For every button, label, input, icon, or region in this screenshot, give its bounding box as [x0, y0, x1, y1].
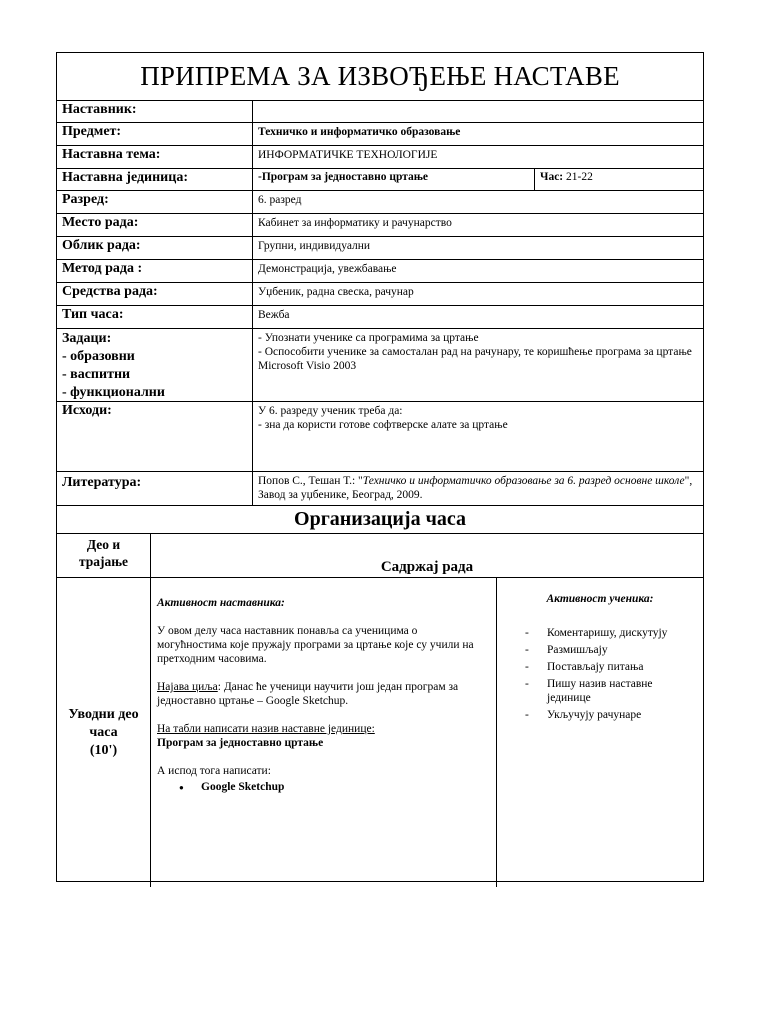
field-row-unit: [57, 169, 703, 191]
part-line: часа: [89, 724, 118, 740]
content-header: Садржај рада: [380, 559, 474, 575]
list-item: - Пишу назив наставне јединице: [525, 677, 695, 705]
field-label: Средства рада:: [57, 283, 253, 305]
field-value: Вежба: [258, 309, 290, 321]
field-row-topic: [57, 146, 703, 169]
list-item: - Постављају питања: [525, 660, 695, 674]
field-value: -Програм за једноставно цртање: [253, 169, 535, 190]
field-value: Техничко и информатичко образовање: [258, 126, 461, 138]
field-label: Тип часа:: [57, 306, 253, 328]
field-label: Наставник:: [57, 101, 253, 122]
header-line: Део и: [86, 537, 121, 552]
lesson-plan-table: [56, 52, 704, 882]
field-value: Демонстрација, увежбавање: [258, 263, 397, 275]
lesson-number-value: 21-22: [563, 171, 593, 183]
tasks-label: Задаци:: [62, 331, 112, 346]
board-instruction: На табли написати назив наставне јединице:: [157, 723, 375, 735]
board-bullet-list: [157, 780, 490, 794]
organization-header: [57, 534, 703, 578]
literature-author: Попов С., Тешан Т.: ": [258, 475, 363, 487]
field-row-teacher: [57, 101, 703, 123]
field-value: 6. разред: [258, 194, 302, 206]
field-label: Место рада:: [57, 214, 253, 236]
board-title: Програм за једноставно цртање: [157, 737, 324, 749]
field-label: Облик рада:: [57, 237, 253, 259]
tasks-labels: [57, 329, 253, 401]
field-row-literature: [57, 472, 703, 506]
field-row-form: [57, 237, 703, 260]
field-value: Уџбеник, радна свеска, рачунар: [258, 286, 414, 298]
field-row-method: [57, 260, 703, 283]
goal-text: : Данас ће ученици научити још један програм за једноставно цртање – Google Sketchup.: [157, 681, 459, 707]
list-item: - Укључују рачунаре: [525, 708, 695, 722]
task-line: - Упознати ученике са програмима за цртање: [258, 332, 479, 344]
field-label: Метод рада :: [57, 260, 253, 282]
intro-part-label: [57, 578, 151, 887]
list-item: - Коментаришу, дискутују: [525, 626, 695, 640]
student-activity: [497, 578, 703, 887]
field-row-type: [57, 306, 703, 329]
outcome-line: У 6. разреду ученик треба да:: [258, 405, 403, 417]
field-value: Групни, индивидуални: [258, 240, 371, 252]
field-value: ИНФОРМАТИЧКЕ ТЕХНОЛОГИЈЕ: [258, 149, 438, 161]
list-item: - Размишљају: [525, 643, 695, 657]
literature-value: [253, 472, 703, 505]
lesson-number-label: Час:: [540, 171, 564, 183]
document-title: ПРИПРЕМА ЗА ИЗВОЂЕЊЕ НАСТАВЕ: [57, 53, 703, 101]
field-label: Разред:: [57, 191, 253, 213]
field-row-place: [57, 214, 703, 237]
intro-part-row: [57, 578, 703, 887]
below-instruction: А испод тога написати:: [157, 765, 271, 777]
tasks-label: - образовни: [62, 349, 135, 364]
field-row-subject: [57, 123, 703, 146]
outcome-line: - зна да користи готове софтверске алате за цртање: [258, 419, 508, 431]
field-label: Предмет:: [57, 123, 253, 145]
literature-book: Техничко и информатичко образовање за 6. разред основне школе: [362, 475, 685, 487]
field-row-grade: [57, 191, 703, 214]
outcomes-values: [253, 402, 703, 471]
field-label: Наставна тема:: [57, 146, 253, 168]
student-activity-list: [505, 626, 695, 722]
lesson-number: [535, 169, 703, 190]
tasks-label: - васпитни: [62, 367, 131, 382]
part-line: Уводни део: [68, 706, 139, 722]
tasks-label: - функционални: [62, 385, 165, 400]
list-item: ● Google Sketchup: [179, 780, 490, 794]
teacher-activity-heading: Активност наставника:: [157, 597, 285, 609]
field-value: Кабинет за информатику и рачунарство: [258, 217, 452, 229]
student-activity-heading: Активност ученика:: [546, 593, 654, 605]
goal-announcement: [157, 680, 490, 708]
goal-label: Најава циља: [157, 681, 218, 693]
part-duration-header: [57, 534, 151, 577]
field-row-resources: [57, 283, 703, 306]
field-label: Литература:: [57, 472, 253, 505]
teacher-paragraph: У овом делу часа наставник понавља са ученицима о могућностима које пружају програми за цртање које су учили на претходним часовима.: [157, 625, 474, 665]
teacher-activity: [151, 578, 497, 887]
tasks-values: [253, 329, 703, 401]
literature-publisher: ", Завод за уџбенике, Београд, 2009.: [258, 475, 693, 501]
field-row-outcomes: [57, 402, 703, 472]
field-row-tasks: [57, 329, 703, 402]
field-value: [253, 101, 703, 122]
unit-split: [253, 169, 703, 190]
part-line: (10'): [89, 742, 118, 758]
field-label: Наставна јединица:: [57, 169, 253, 190]
header-line: трајање: [78, 554, 129, 569]
task-line: - Оспособити ученике за самосталан рад на рачунару, те коришћење програма за цртање Microsoft Visio 2003: [258, 346, 692, 372]
organization-title: Организација часа: [57, 506, 703, 534]
field-label: Исходи:: [57, 402, 253, 471]
